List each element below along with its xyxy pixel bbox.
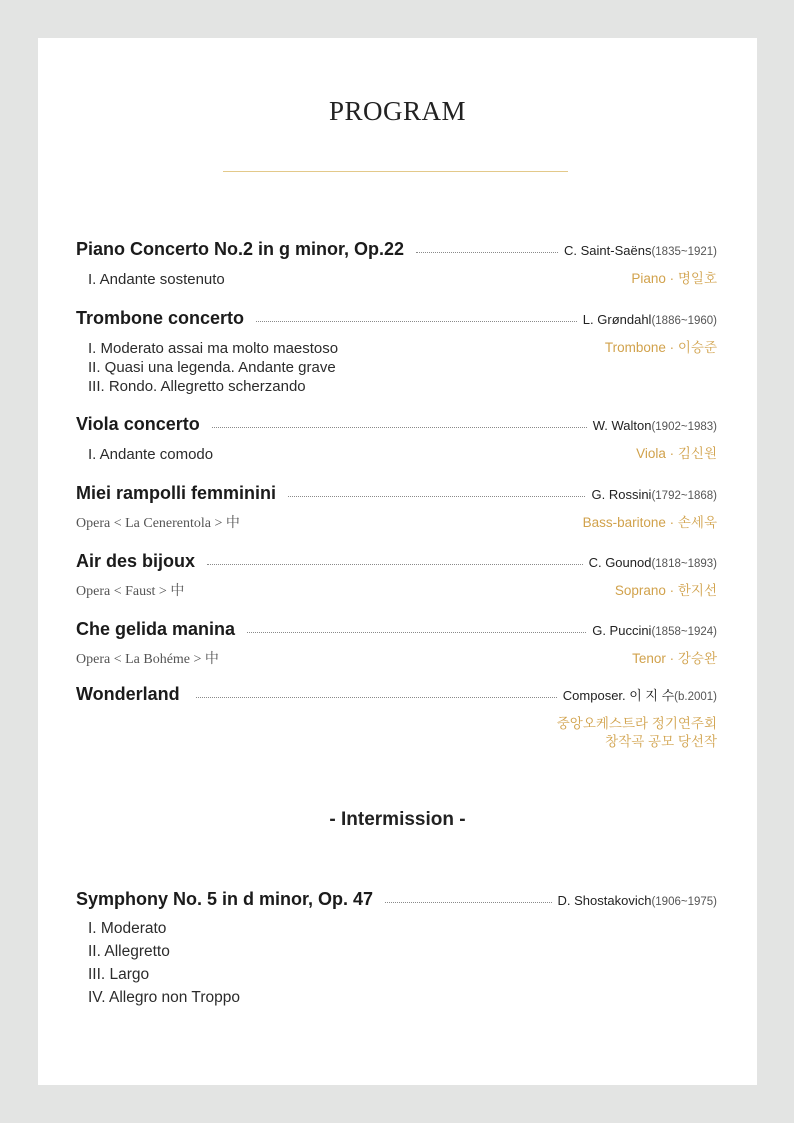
opera-source: Opera < Faust > 中 [76,584,185,599]
performer-line: Soprano · 한지선 [614,583,717,598]
program-page [38,38,757,1085]
program-item-header [76,239,717,263]
movement-list [76,270,717,289]
performer-line: Trombone · 이승준 [604,340,717,355]
piece-title: Miei rampolli femminini [76,483,277,503]
performer [631,270,717,288]
composer-years: (1792~1868) [651,490,717,502]
piece-title: Viola concerto [76,414,200,434]
composer-years: (1906~1975) [651,896,717,908]
dot-leader [288,496,585,497]
program-item-details [76,339,717,396]
dot-leader [247,632,586,633]
program-item-header [76,308,717,332]
piece-title: Trombone concerto [76,308,245,328]
dot-leader [385,902,551,903]
composer-years: (1835~1921) [651,246,717,258]
performer [557,715,717,751]
composer-years: (1818~1893) [651,558,717,570]
program-item [76,684,717,753]
movement: III. Largo [88,966,150,983]
program-item-header [76,684,717,708]
composer-years: (1886~1960) [651,315,717,327]
movement: I. Andante sostenuto [88,271,225,288]
movement: I. Moderato assai ma molto maestoso [88,340,339,357]
performer-line: Tenor · 강승완 [632,651,717,666]
composer-name: C. Gounod [588,555,652,570]
program-item [76,308,717,396]
program-item [76,483,717,533]
composer-name: L. Grøndahl [582,312,652,327]
intermission-label: - Intermission - [329,809,466,830]
title-divider [223,171,568,172]
program-item-header [76,619,717,643]
program-item-details [76,445,717,464]
piece-title: Piano Concerto No.2 in g minor, Op.22 [76,239,405,259]
dot-leader [256,321,577,322]
composer-name: G. Puccini [592,623,652,638]
program-item [76,414,717,464]
movement: II. Quasi una legenda. Andante grave [88,359,336,376]
program-item-details [76,715,717,753]
program-item-header [76,483,717,507]
program-item [76,239,717,289]
piece-title: Symphony No. 5 in d minor, Op. 47 [76,889,374,909]
performer-line: 창작곡 공모 당선작 [605,734,717,749]
program-item-header [76,889,717,913]
dot-leader [207,564,583,565]
dot-leader [416,252,558,253]
composer-name: W. Walton [592,418,652,433]
movement-list [76,445,717,464]
movement: IV. Allegro non Troppo [88,989,240,1006]
dot-leader [196,697,557,698]
opera-source: Opera < La Bohéme > 中 [76,652,219,667]
program-item [76,889,717,1009]
performer [632,650,717,668]
program-item-header [76,414,717,438]
program-item [76,619,717,669]
performer-line: 중앙오케스트라 정기연주회 [556,716,717,731]
performer [615,582,717,600]
movement: II. Allegretto [88,943,170,960]
program-item-header [76,551,717,575]
program-item-details [76,270,717,289]
performer-line: Viola · 김신원 [636,446,717,461]
performer [636,445,717,463]
piece-title: Che gelida manina [76,619,236,639]
opera-source: Opera < La Cenerentola > 中 [76,516,240,531]
composer-years: (1858~1924) [651,626,717,638]
program-item-details [76,650,717,669]
piece-title: Wonderland [76,684,180,704]
program-item [76,551,717,601]
movement-list [76,917,717,1009]
composer-name: D. Shostakovich [557,893,652,908]
composer-years: (1902~1983) [651,421,717,433]
performer-line: Piano · 명일호 [631,271,717,286]
program-item-details [76,582,717,601]
performer [583,514,717,532]
movement: I. Moderato [88,920,167,937]
composer-name: G. Rossini [591,487,652,502]
program-item-details [76,514,717,533]
performer-line: Bass-baritone · 손세욱 [582,515,717,530]
performer [605,339,717,357]
movement: I. Andante comodo [88,446,214,463]
composer-name: C. Saint-Saëns [564,243,652,258]
composer-years: (b.2001) [674,691,717,703]
dot-leader [212,427,587,428]
movement: III. Rondo. Allegretto scherzando [88,378,306,395]
composer-name: Composer. 이 지 수 [562,688,675,703]
piece-title: Air des bijoux [76,551,196,571]
page-title: PROGRAM [328,96,467,126]
